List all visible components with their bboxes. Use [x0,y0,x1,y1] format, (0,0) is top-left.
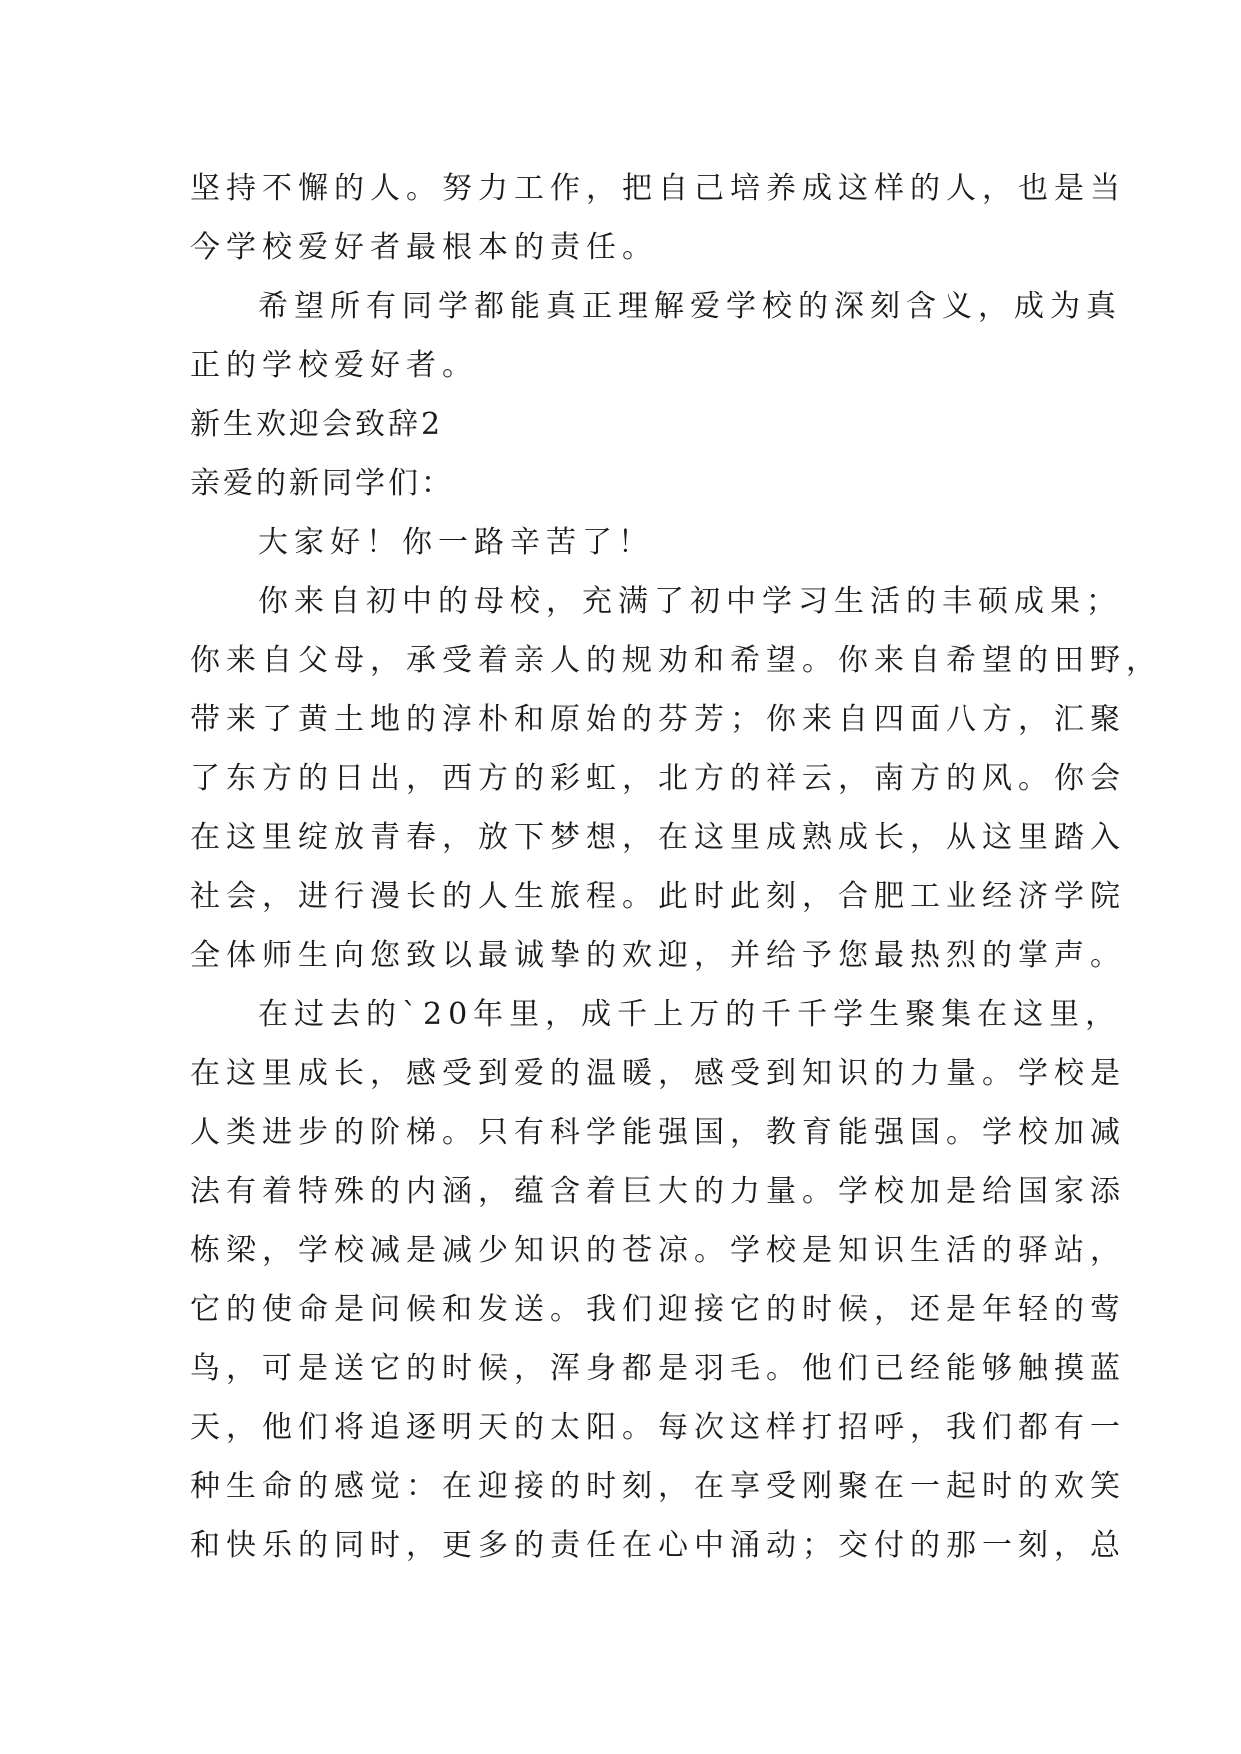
text-line: 全体师生向您致以最诚挚的欢迎，并给予您最热烈的掌声。 [190,938,1126,973]
text-line: 它的使命是问候和发送。我们迎接它的时候，还是年轻的莺 [190,1292,1126,1327]
text-line: 法有着特殊的内涵，蕴含着巨大的力量。学校加是给国家添 [190,1174,1126,1209]
text-line: 在这里成长，感受到爱的温暖，感受到知识的力量。学校是 [190,1056,1126,1091]
section-title: 新生欢迎会致辞2 [190,407,444,442]
text-line: 了东方的日出，西方的彩虹，北方的祥云，南方的风。你会 [190,761,1126,796]
text-line: 带来了黄土地的淳朴和原始的芬芳；你来自四面八方，汇聚 [190,702,1126,737]
document-body [190,159,1162,1575]
paragraph-start-line: 在过去的`20年里，成千上万的千千学生聚集在这里， [258,997,1122,1032]
text-line: 今学校爱好者最根本的责任。 [190,230,658,265]
text-line: 你来自父母，承受着亲人的规劝和希望。你来自希望的田野， [190,643,1162,678]
paragraph-start-line: 你来自初中的母校，充满了初中学习生活的丰硕成果； [258,584,1122,619]
text-line: 人类进步的阶梯。只有科学能强国，教育能强国。学校加减 [190,1115,1126,1150]
text-line: 在这里绽放青春，放下梦想，在这里成熟成长，从这里踏入 [190,820,1126,855]
text-line: 天，他们将追逐明天的太阳。每次这样打招呼，我们都有一 [190,1410,1126,1445]
text-line: 鸟，可是送它的时候，浑身都是羽毛。他们已经能够触摸蓝 [190,1351,1126,1386]
text-line: 正的学校爱好者。 [190,348,478,383]
text-line: 坚持不懈的人。努力工作，把自己培养成这样的人，也是当 [190,171,1126,206]
salutation: 亲爱的新同学们： [190,466,454,501]
text-line: 社会，进行漫长的人生旅程。此时此刻，合肥工业经济学院 [190,879,1126,914]
paragraph-start-line: 希望所有同学都能真正理解爱学校的深刻含义，成为真 [258,289,1122,324]
text-line: 栋梁，学校减是减少知识的苍凉。学校是知识生活的驿站， [190,1233,1126,1268]
greeting-line: 大家好！你一路辛苦了！ [258,525,654,560]
text-line: 和快乐的同时，更多的责任在心中涌动；交付的那一刻，总 [190,1528,1126,1563]
text-line: 种生命的感觉：在迎接的时刻，在享受刚聚在一起时的欢笑 [190,1469,1126,1504]
